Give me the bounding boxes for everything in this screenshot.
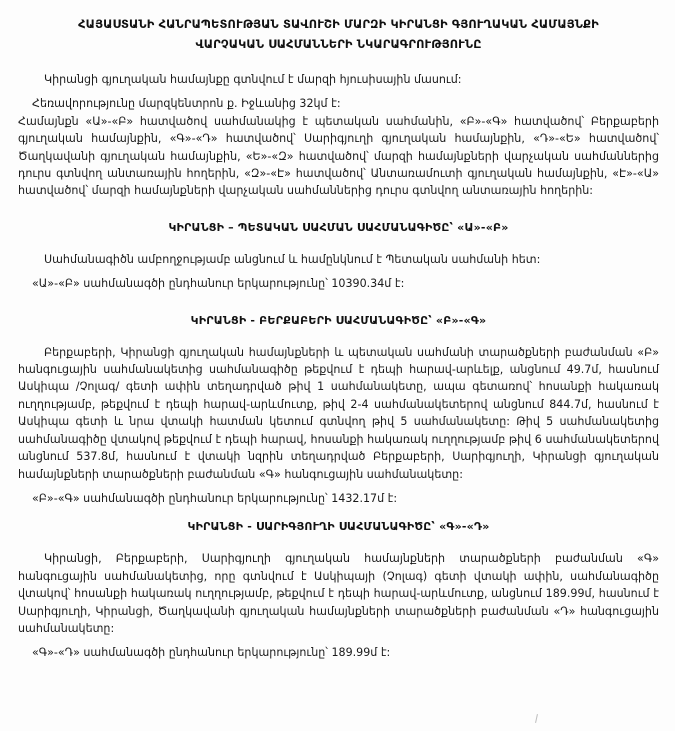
spacer [18,637,659,644]
section-2-paragraph-1: Բերքաբերի, Կիրանցի գյուղական համայնքների և պետական սահմանի տարածքների բաժանման «Բ» հանգուցային սահմանակետից սահմանագիծը թեքվում է դեպի հարավ-արևելք, անցնում 49.7մ, հասնում Ասկիպա /Չոլագ/ գետի ափին տեղադրված թիվ 1 սահմանակետը, ապա գետառով՝ հոսանքի հակառակ ուղղությամբ, թեքվում է դեպի հարավ-արևմուտք, թիվ 2-4 սահմանակետերով անցնում 844.7մ, հասնում է Ասկիպա գետի և նրա վտակի հատման կետում գտնվող թիվ 5 սահմանակետը: Թիվ 5 սահմանակետից սահմանագիծը վտակով թեքվում է դեպի հարավ, հոսանքի հակառակ ուղղությամբ թիվ 6 սահմանակետերով անցնում 537.8մ, հասնում է վտակի նզրին տեղադրված Բերքաբերի, Սարիգյուղի, Կիրանցի գյուղական համայնքների տարածքների բաժանման «Գ» հանգուցային սահմանակետը: [18,345,659,481]
spacer [18,54,659,71]
document-title-line-1: ՀԱՅԱՍՏԱՆԻ ՀԱՆՐԱՊԵՏՈՒԹՅԱՆ ՏԱՎՈՒՇԻ ՄԱՐԶԻ ԿԻՐԱՆՑԻ ԳՅՈՒՂԱԿԱՆ ՀԱՄԱՅՆՔԻ [78,17,599,31]
spacer [18,234,659,251]
spacer [18,533,659,550]
spacer [18,327,659,344]
spacer [18,88,659,95]
intro-paragraph-3: Համայնքն «Ա»-«Բ» հատվածով սահմանակից է պետական սահմանին, «Բ»-«Գ» հատվածով՝ Բերքաբերի գյուղական համայնքին, «Գ»-«Դ» հատվածով՝ Սարիգյուղի գյուղական համայնքին, «Դ»-«Ե» հատվածով՝ Ծաղկավանի գյուղական համայնքին, «Ե»-«Զ» հատվածով՝ մարզի համայնքների վարչական սահմաններից դուրս գտնվող անտառային հողերին, «Զ»-«Է» հատվածով՝ Անտառամուտի գյուղական համայնքին, «Է»-«Ա» հատվածով՝ մարզի համայնքների վարչական սահմաններից դուրս գտնվող անտառային հողերին: [18,114,659,198]
spacer [18,293,659,314]
spacer [18,507,659,520]
section-2-length: «Բ»-«Գ» սահմանագծի ընդհանուր երկարությունը՝ 1432.17մ է: [32,491,398,505]
spacer [18,268,659,275]
intro-paragraph-2: Հեռավորությունը մարզկենտրոն ք. Իջևանից 32կմ է: [32,97,341,111]
section-3-length: «Գ»-«Դ» սահմանագծի ընդհանուր երկարությունը՝ 189.99մ է: [32,646,391,660]
spacer [18,200,659,221]
scan-artifact [535,714,538,723]
intro-paragraph-1: Կիրանցի գյուղական համայնքը գտնվում է մարզի հյուսիսային մասում: [44,73,462,86]
section-1-length: «Ա»-«Բ» սահմանագծի ընդհանուր երկարությունը՝ 10390.34մ է: [32,277,405,291]
section-heading-2: ԿԻՐԱՆՑԻ - ԲԵՐՔԱԲԵՐԻ ՍԱՀՄԱՆԱԳԻԾԸ՝ «Բ»-«Գ» [190,313,487,327]
spacer [18,483,659,490]
section-3-paragraph-1: Կիրանցի, Բերքաբերի, Սարիգյուղի գյուղական համայնքների տարածքների բաժանման «Գ» հանգուցային սահմանակետից, որը գտնվում է Ասկիպայի (Չոլագ) գետի վտակի ափին, սահմանագիծը վտակով՝ հոսանքի հակառակ ուղղությամբ, թեքվում է դեպի հարավ-արևմուտք, անցնում 189.99մ, հասնում է Սարիգյուղի, Կիրանցի, Ծաղկավանի գյուղական համայնքների տարածքների բաժանման «Դ» հանգուցային սահմանակետը: [18,552,659,635]
section-1-paragraph-1: Սահմանագիծն ամբողջությամբ անցնում և համընկնում է Պետական սահմանի հետ: [44,252,541,266]
section-heading-1: ԿԻՐԱՆՑԻ – ՊԵՏԱԿԱՆ ՍԱՀՄԱՆ ՍԱՀՄԱՆԱԳԻԾԸ՝ «Ա»-«Բ» [168,220,509,234]
document-title-line-2: ՎԱՐՉԱԿԱՆ ՍԱՀՄԱՆՆԵՐԻ ՆԿԱՐԱԳՐՈՒԹՅՈՒՆԸ [195,37,482,51]
document-title [18,14,659,54]
section-heading-3: ԿԻՐԱՆՑԻ - ՍԱՐԻԳՅՈՒՂԻ ՍԱՀՄԱՆԱԳԻԾԸ՝ «Գ»-«Դ» [187,520,490,534]
